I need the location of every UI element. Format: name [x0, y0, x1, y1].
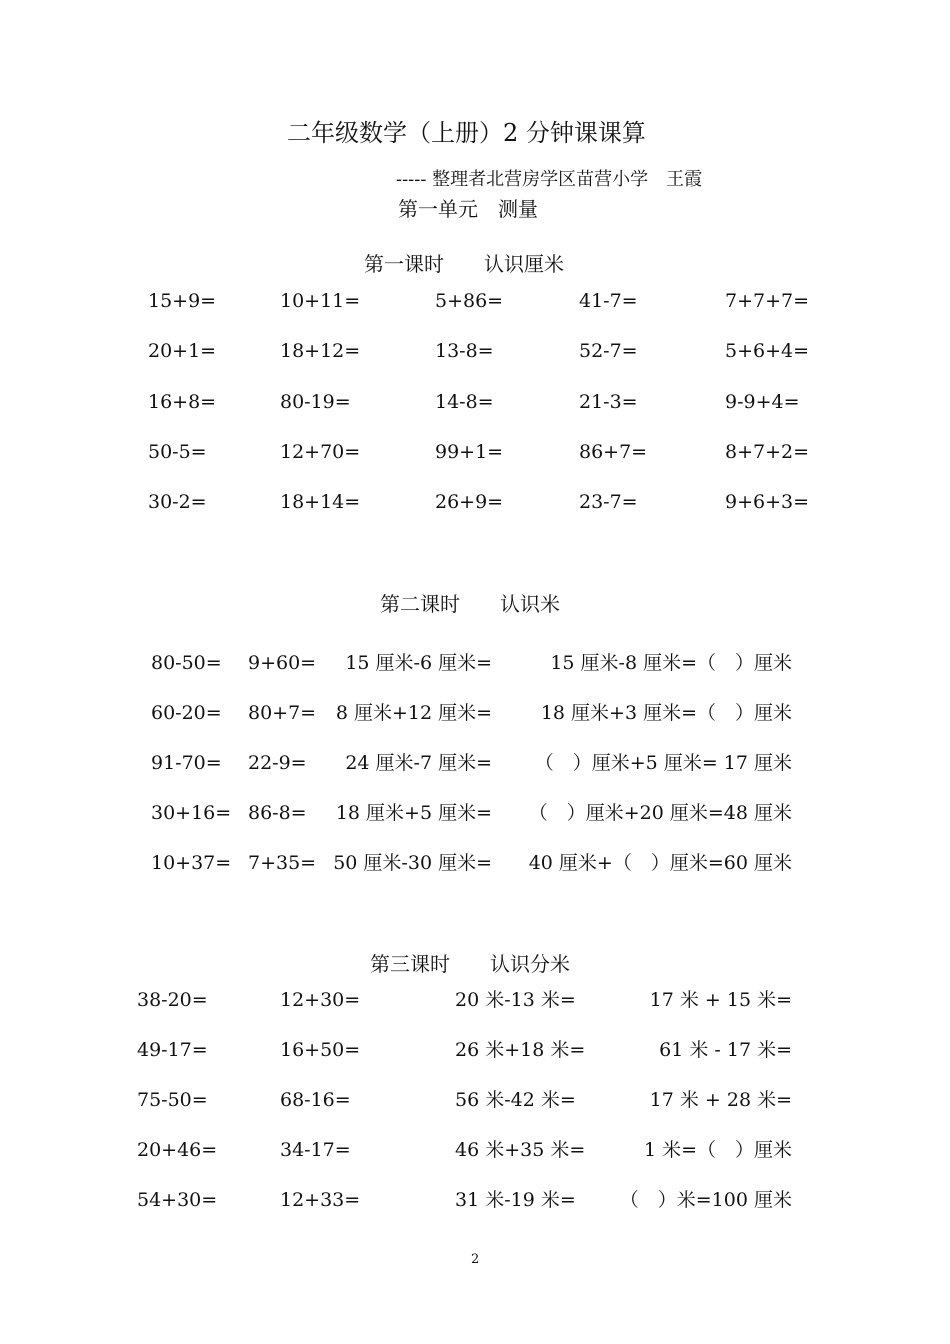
exercise: 13-8= — [435, 340, 494, 362]
exercise: （ ）厘米+5 厘米= 17 厘米 — [534, 752, 792, 774]
exercise: 9-9+4= — [725, 391, 800, 413]
unit-title: 第一单元 测量 — [398, 197, 538, 221]
exercise: 18 厘米+5 厘米= — [335, 802, 492, 824]
exercise: 20 米-13 米= — [455, 989, 576, 1011]
exercise: 91-70= — [151, 752, 222, 774]
exercise: 52-7= — [579, 340, 638, 362]
exercise: 1 米=（ ）厘米 — [643, 1139, 792, 1161]
exercise: 16+8= — [148, 391, 217, 413]
author-line: ----- 整理者北营房学区苗营小学 王霞 — [396, 169, 703, 190]
exercise: 8 厘米+12 厘米= — [335, 702, 492, 724]
exercise: 22-9= — [248, 752, 307, 774]
exercise: 10+11= — [280, 290, 361, 312]
lesson-2-heading: 第二课时 认识米 — [380, 592, 560, 616]
exercise: 80-19= — [280, 391, 351, 413]
exercise: 49-17= — [137, 1039, 208, 1061]
exercise: 50 厘米-30 厘米= — [333, 852, 492, 874]
page-number: 2 — [471, 1252, 480, 1267]
exercise: 86-8= — [248, 802, 307, 824]
exercise: 54+30= — [137, 1189, 218, 1211]
exercise: 46 米+35 米= — [455, 1139, 586, 1161]
exercise: 9+60= — [248, 652, 317, 674]
exercise: 99+1= — [435, 441, 504, 463]
document-title: 二年级数学（上册）2 分钟课课算 — [287, 119, 646, 147]
exercise: 41-7= — [579, 290, 638, 312]
exercise: 18 厘米+3 厘米=（ ）厘米 — [540, 702, 792, 724]
exercise: 7+7+7= — [725, 290, 810, 312]
exercise: 16+50= — [280, 1039, 361, 1061]
exercise: 7+35= — [248, 852, 317, 874]
lesson-3-heading: 第三课时 认识分米 — [370, 952, 570, 976]
exercise: 9+6+3= — [725, 491, 810, 513]
exercise: 18+12= — [280, 340, 361, 362]
exercise: 38-20= — [137, 989, 208, 1011]
exercise: 26+9= — [435, 491, 504, 513]
exercise: 12+70= — [280, 441, 361, 463]
exercise: 20+46= — [137, 1139, 218, 1161]
exercise: 12+33= — [280, 1189, 361, 1211]
exercise: 50-5= — [148, 441, 207, 463]
exercise: 68-16= — [280, 1089, 351, 1111]
exercise: 15 厘米-6 厘米= — [345, 652, 492, 674]
exercise: 24 厘米-7 厘米= — [345, 752, 492, 774]
exercise: 34-17= — [280, 1139, 351, 1161]
exercise: 15+9= — [148, 290, 217, 312]
exercise: 12+30= — [280, 989, 361, 1011]
exercise: 30-2= — [148, 491, 207, 513]
exercise: 30+16= — [151, 802, 232, 824]
exercise: 21-3= — [579, 391, 638, 413]
exercise: 5+6+4= — [725, 340, 810, 362]
exercise: 80+7= — [248, 702, 317, 724]
exercise: 14-8= — [435, 391, 494, 413]
exercise: 75-50= — [137, 1089, 208, 1111]
lesson-1-heading: 第一课时 认识厘米 — [364, 252, 564, 276]
exercise: 18+14= — [280, 491, 361, 513]
exercise: 5+86= — [435, 290, 504, 312]
exercise: 8+7+2= — [725, 441, 810, 463]
exercise: 86+7= — [579, 441, 648, 463]
exercise: 80-50= — [151, 652, 222, 674]
exercise: 20+1= — [148, 340, 217, 362]
exercise: 17 米 + 28 米= — [649, 1089, 792, 1111]
exercise: 15 厘米-8 厘米=（ ）厘米 — [550, 652, 792, 674]
exercise: 26 米+18 米= — [455, 1039, 586, 1061]
exercise: 56 米-42 米= — [455, 1089, 576, 1111]
exercise: 10+37= — [151, 852, 232, 874]
exercise: （ ）厘米+20 厘米=48 厘米 — [528, 802, 792, 824]
exercise: 40 厘米+（ ）厘米=60 厘米 — [528, 852, 792, 874]
exercise: 17 米 + 15 米= — [649, 989, 792, 1011]
exercise: 60-20= — [151, 702, 222, 724]
exercise: （ ）米=100 厘米 — [619, 1189, 792, 1211]
exercise: 23-7= — [579, 491, 638, 513]
exercise: 31 米-19 米= — [455, 1189, 576, 1211]
exercise: 61 米 - 17 米= — [659, 1039, 792, 1061]
